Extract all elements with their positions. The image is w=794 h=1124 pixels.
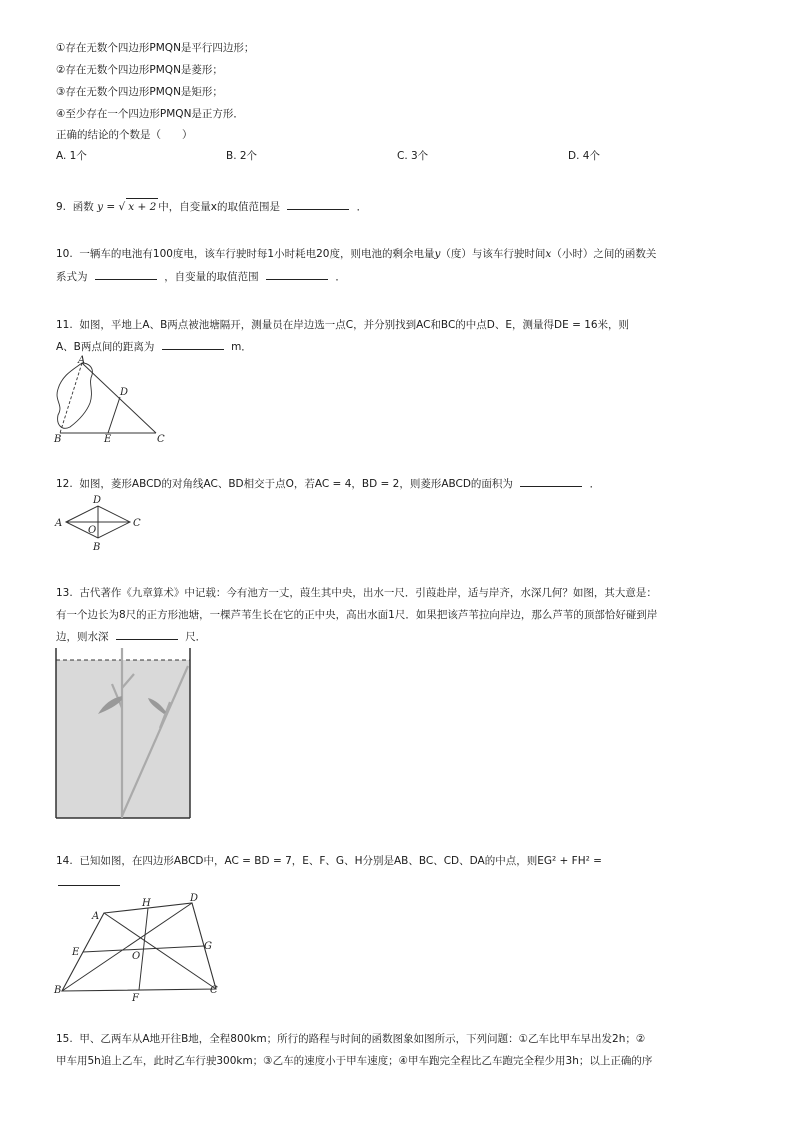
q14-label-c: C <box>210 985 218 996</box>
q11-line-ab <box>60 363 82 433</box>
q11-figure <box>48 355 178 445</box>
q14-answer-blank[interactable] <box>58 885 120 886</box>
q11-label-a: A <box>78 355 86 366</box>
q11-unit: m． <box>231 341 252 353</box>
q14-label-d: D <box>190 893 199 904</box>
q9-answer-blank[interactable] <box>287 199 349 210</box>
q12-label-b: B <box>93 542 101 553</box>
q12-rhombus-figure <box>54 494 150 554</box>
q10-answer-blank-1[interactable] <box>95 269 157 280</box>
q9-radicand: x + 2 <box>126 198 158 215</box>
q11-line-2 <box>56 339 252 355</box>
q10-line-2 <box>56 269 346 285</box>
q11-label-d: D <box>120 387 129 398</box>
q9-formula-y: y <box>97 201 103 213</box>
q9-line <box>56 198 367 215</box>
q12-label-d: D <box>93 495 102 506</box>
q14-label-g: G <box>204 941 212 952</box>
q10-line-1 <box>56 246 656 262</box>
q12-label-c: C <box>133 518 141 529</box>
q8-statement-2: ②存在无数个四边形PMQN是菱形； <box>56 64 223 76</box>
q8-statement-4: ④至少存在一个四边形PMQN是正方形． <box>56 108 244 120</box>
q9-text-a: 函数 <box>72 201 94 213</box>
q10-text-4: 系式为 <box>56 271 88 283</box>
q9-sqrt-sign: √ <box>118 201 126 213</box>
q8-statement-1: ①存在无数个四边形PMQN是平行四边形； <box>56 42 255 54</box>
q14-label-a: A <box>92 911 100 922</box>
q11-pond-outline <box>57 363 92 428</box>
q13-text-1: 古代著作《九章算术》中记载：今有池方一丈，葭生其中央，出水一尺．引葭赴岸，适与岸齐，水深几何？如图，其大意是： <box>79 587 657 599</box>
q14-diagonal-bd <box>62 903 192 991</box>
q12-text: 如图，菱形ABCD的对角线AC、BD相交于点O，若AC = 4，BD = 2，则菱形ABCD的面积为 <box>79 478 513 490</box>
q13-unit: 尺． <box>185 631 207 643</box>
q14-label-e: E <box>72 947 80 958</box>
q8-choice-b[interactable]: B. 2个 <box>226 150 258 162</box>
q12-line <box>56 476 600 492</box>
q14-quadrilateral-figure <box>52 893 228 1005</box>
q12-label-o: O <box>88 525 97 536</box>
q13-line-2: 有一个边长为8尺的正方形池塘，一棵芦苇生长在它的正中央，高出水面1尺．如果把该芦苇拉向岸边，那么芦苇的顶部恰好碰到岸 <box>56 609 658 621</box>
q8-statement-3: ③存在无数个四边形PMQN是矩形； <box>56 86 223 98</box>
q11-label-c: C <box>157 434 165 445</box>
q10-text-2: （度）与该车行驶时间 <box>440 248 546 260</box>
q11-line-de <box>108 397 120 433</box>
q11-text-2: A、B两点间的距离为 <box>56 341 155 353</box>
q13-answer-blank[interactable] <box>116 629 178 640</box>
q12-answer-blank[interactable] <box>520 476 582 487</box>
q10-answer-blank-2[interactable] <box>266 269 328 280</box>
q14-text: 已知如图，在四边形ABCD中，AC = BD = 7，E、F、G、H分别是AB、BC、CD、DA的中点，则EG² + FH² = <box>79 855 602 867</box>
q13-line-1 <box>56 585 657 601</box>
q13-text-3: 边，则水深 <box>56 631 109 643</box>
q9-text-b: 中，自变量x的取值范围是 <box>158 201 280 213</box>
q11-text-1: 如图，平地上A、B两点被池塘隔开，测量员在岸边选一点C，并分别找到AC和BC的中点D、E，测量得DE = 16米，则 <box>79 319 630 331</box>
q8-prompt: 正确的结论的个数是（ ） <box>56 129 193 141</box>
q10-text-3: （小时）之间的函数关 <box>551 248 657 260</box>
q9-formula-eq: = <box>103 201 119 213</box>
q9-end: ． <box>356 201 368 213</box>
q11-label-b: B <box>54 434 62 445</box>
q14-label-o: O <box>132 951 141 962</box>
q8-choice-a[interactable]: A. 1个 <box>56 150 87 162</box>
q13-number: 13. <box>56 587 73 599</box>
q10-var-x: x <box>545 248 552 260</box>
q10-text-5: ，自变量的取值范围 <box>164 271 259 283</box>
q14-number: 14. <box>56 855 73 867</box>
q13-line-3 <box>56 629 206 645</box>
q11-answer-blank[interactable] <box>162 339 224 350</box>
q12-end: ． <box>589 478 601 490</box>
q11-line-ac <box>82 363 156 433</box>
q10-end: ． <box>335 271 346 283</box>
q8-choice-c[interactable]: C. 3个 <box>397 150 429 162</box>
q10-number: 10. <box>56 248 73 260</box>
q12-number: 12. <box>56 478 73 490</box>
q12-label-a: A <box>55 518 63 529</box>
q14-line <box>56 853 602 869</box>
q11-label-e: E <box>104 434 112 445</box>
q14-label-f: F <box>132 993 139 1004</box>
q13-pond-figure <box>52 648 194 822</box>
q10-text-1: 一辆车的电池有100度电，该车行驶时每1小时耗电20度，则电池的剩余电量 <box>79 248 435 260</box>
q11-line-1 <box>56 317 629 333</box>
q14-label-b: B <box>54 985 62 996</box>
q9-number: 9. <box>56 201 67 213</box>
q8-choice-d[interactable]: D. 4个 <box>568 150 600 162</box>
q11-number: 11. <box>56 319 73 331</box>
q15-number: 15. <box>56 1033 73 1045</box>
q14-label-h: H <box>142 898 151 909</box>
q15-line-2: 甲车用5h追上乙车，此时乙车行驶300km；③乙车的速度小于甲车速度；④甲车跑完全程比乙车跑完全程少用3h；以上正确的序 <box>56 1055 653 1067</box>
q15-text-1: 甲、乙两车从A地开往B地，全程800km；所行的路程与时间的函数图象如图所示，下列问题：①乙车比甲车早出发2h；② <box>79 1033 646 1045</box>
q15-line-1 <box>56 1031 645 1047</box>
q10-var-y: y <box>434 248 441 260</box>
